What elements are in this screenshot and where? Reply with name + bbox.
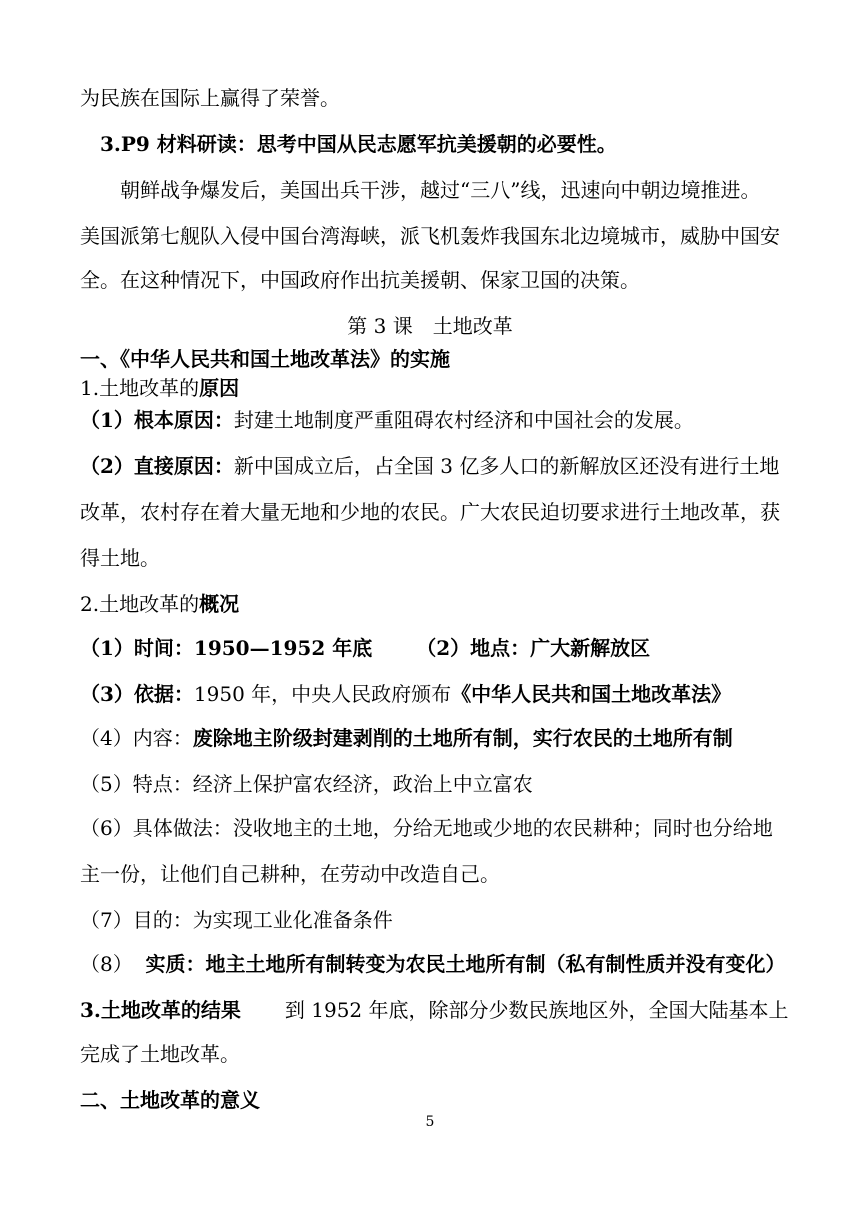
text-line: 为民族在国际上赢得了荣誉。	[80, 86, 340, 110]
text-line: 主一份，让他们自己耕种，在劳动中改造自己。	[80, 862, 500, 886]
text-line: 完成了土地改革。	[80, 1042, 240, 1066]
item-heading-cause: 1.土地改革的原因	[80, 376, 240, 400]
text-line: 全。在这种情况下，中国政府作出抗美援朝、保家卫国的决策。	[80, 268, 640, 292]
text-line: 改革，农村存在着大量无地和少地的农民。广大农民迫切要求进行土地改革，获	[80, 500, 780, 524]
text-line: 得土地。	[80, 546, 160, 570]
direct-cause: （2）直接原因：新中国成立后，占全国 3 亿多人口的新解放区还没有进行土地	[80, 454, 780, 478]
method: （6）具体做法：没收地主的土地，分给无地或少地的农民耕种；同时也分给地	[80, 816, 773, 840]
page-number: 5	[425, 1114, 435, 1130]
result: 3.土地改革的结果 到 1952 年底，除部分少数民族地区外，全国大陆基本上	[80, 998, 789, 1022]
content: （4）内容：废除地主阶级封建剥削的土地所有制，实行农民的土地所有制	[80, 726, 733, 750]
purpose: （7）目的：为实现工业化准备条件	[80, 908, 393, 932]
section-heading-2: 二、土地改革的意义	[80, 1088, 260, 1112]
essence: （8） 实质：地主土地所有制转变为农民土地所有制（私有制性质并没有变化）	[80, 952, 786, 976]
basis: （3）依据：1950 年，中央人民政府颁布《中华人民共和国土地改革法》	[80, 682, 732, 706]
lesson-title: 第 3 课 土地改革	[347, 314, 513, 338]
time-place: （1）时间：1950—1952 年底 （2）地点：广大新解放区	[80, 636, 651, 660]
text-line: 美国派第七舰队入侵中国台湾海峡，派飞机轰炸我国东北边境城市，威胁中国安	[80, 224, 780, 248]
feature: （5）特点：经济上保护富农经济，政治上中立富农	[80, 772, 533, 796]
section-heading-1: 一、《中华人民共和国土地改革法》的实施	[80, 347, 450, 371]
text-line: 朝鲜战争爆发后，美国出兵干涉，越过“三八”线，迅速向中朝边境推进。	[120, 178, 761, 202]
root-cause: （1）根本原因：封建土地制度严重阻碍农村经济和中国社会的发展。	[80, 408, 694, 432]
item-heading-overview: 2.土地改革的概况	[80, 592, 240, 616]
material-heading: 3.P9 材料研读：思考中国从民志愿军抗美援朝的必要性。	[100, 132, 617, 156]
